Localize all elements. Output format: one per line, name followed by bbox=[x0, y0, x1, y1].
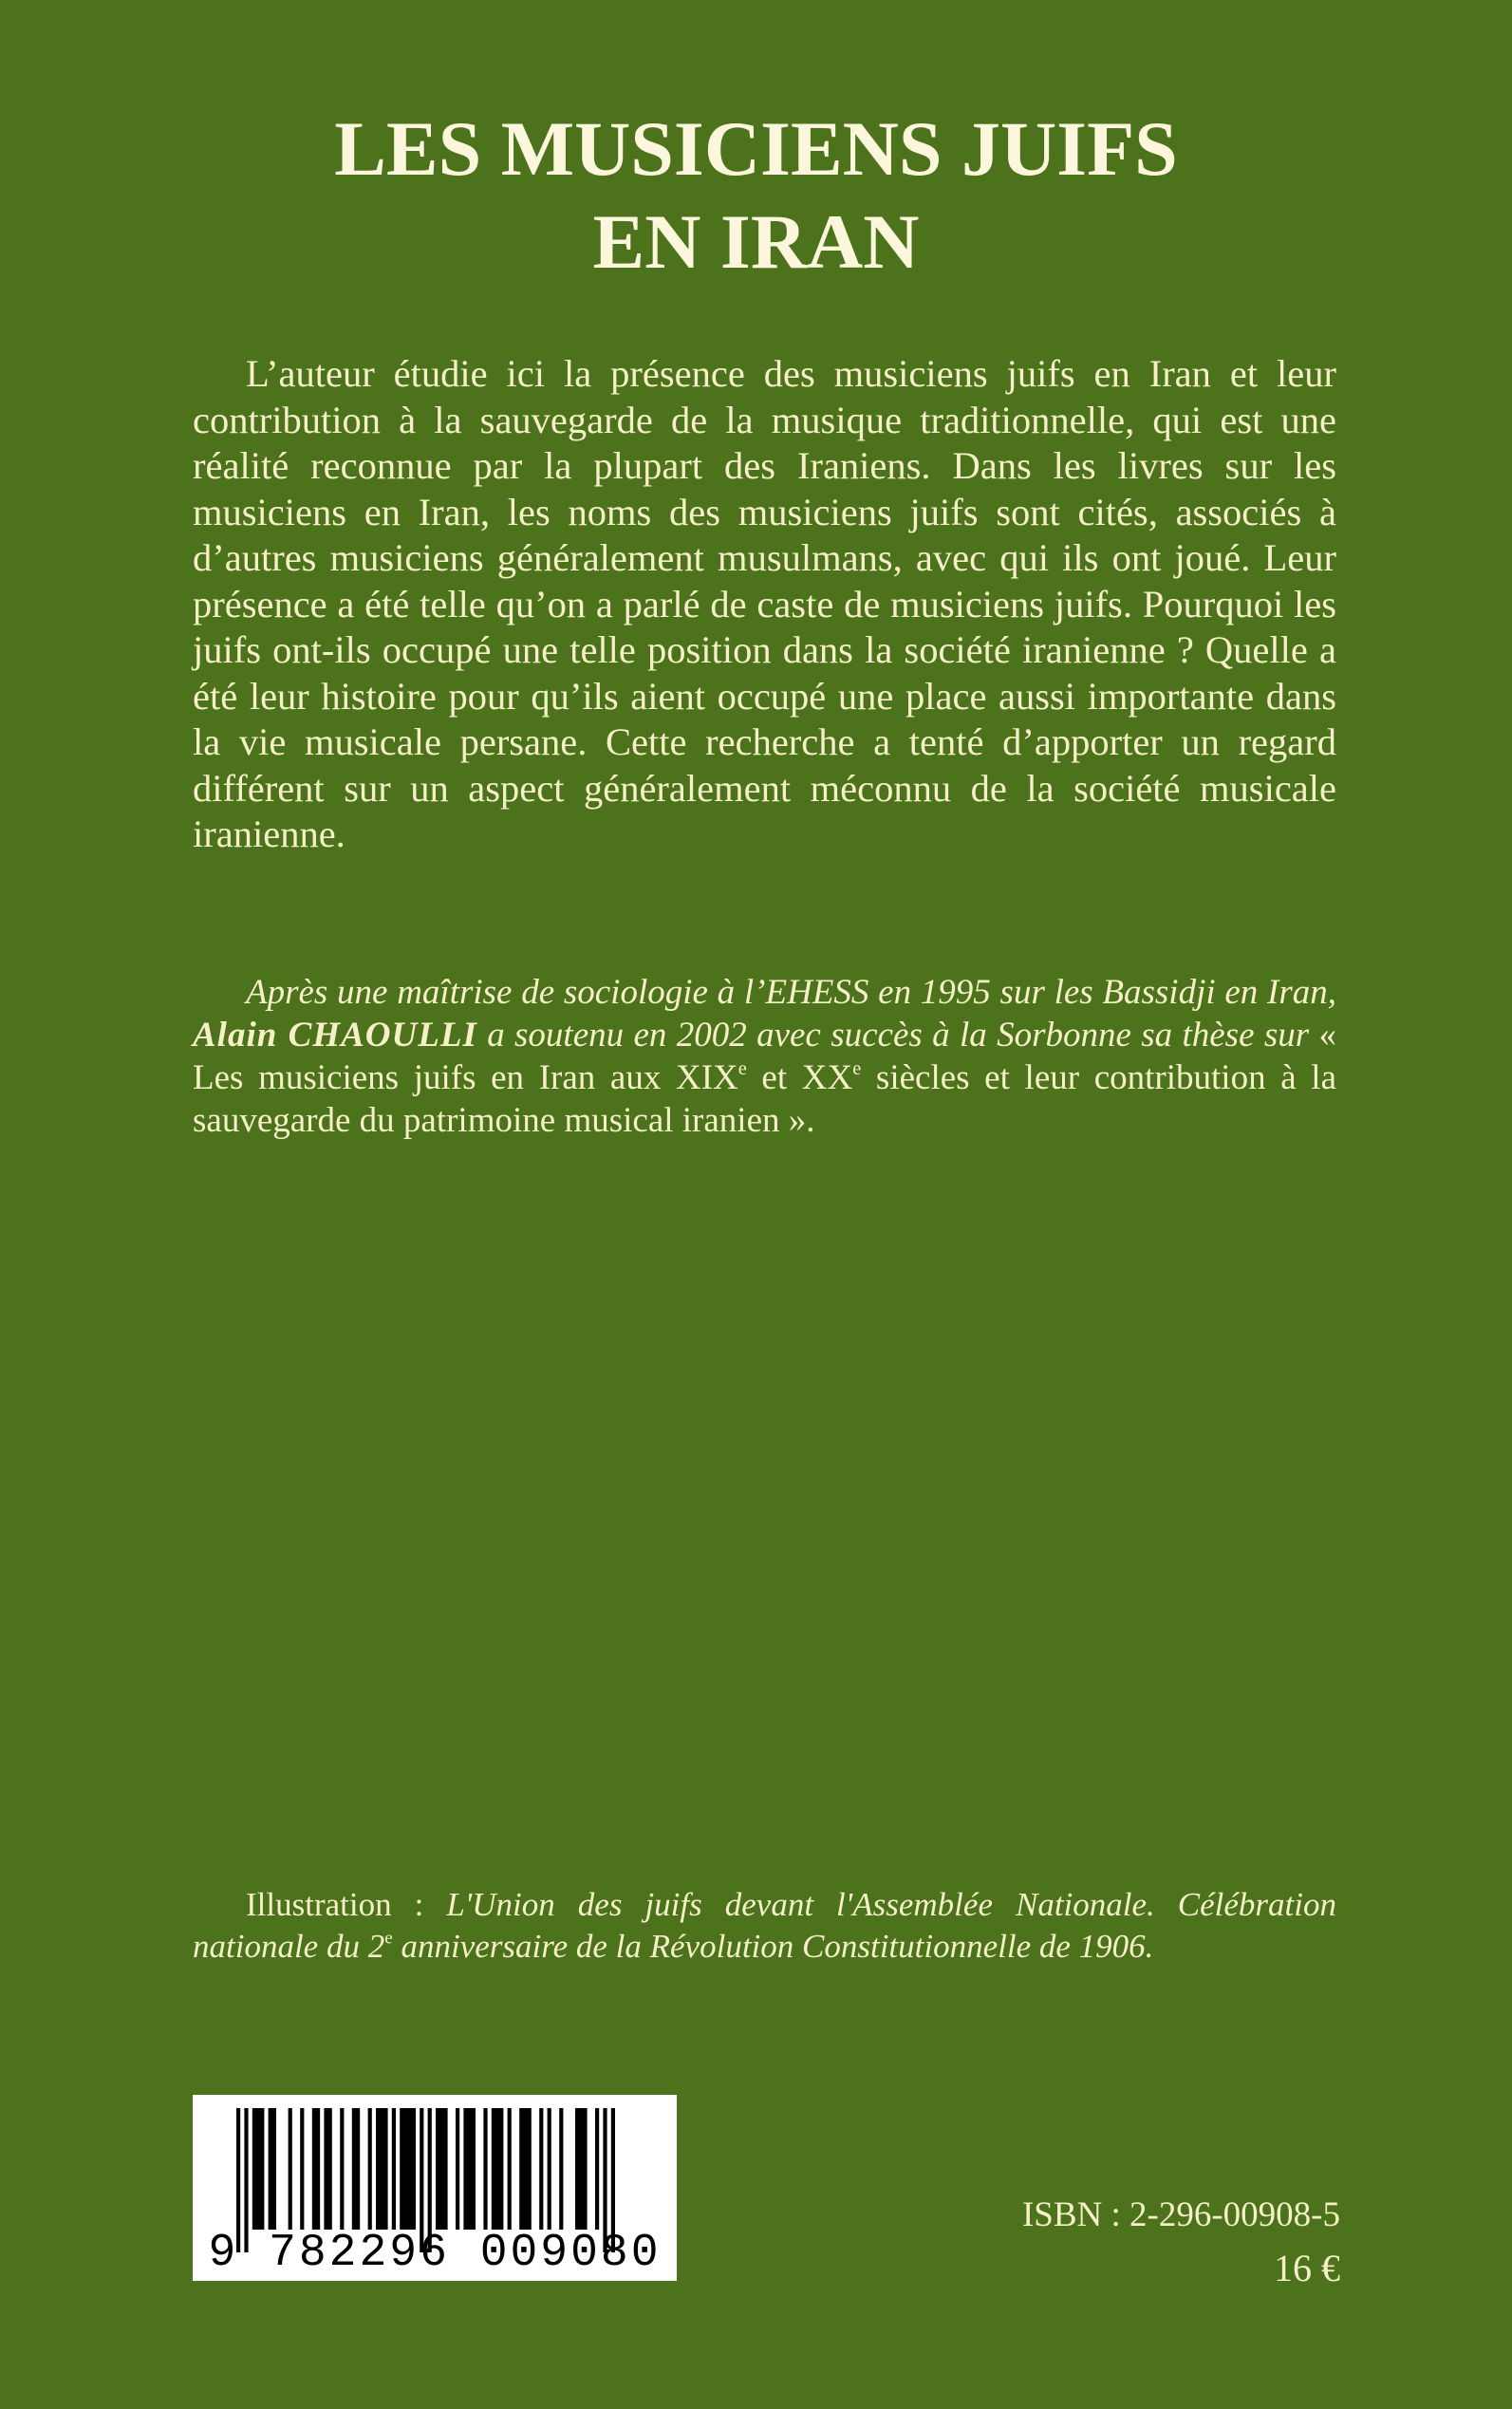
illustration-caption-end: anniversaire de la Révolution Constitutionnelle de 1906. bbox=[392, 1928, 1154, 1965]
thesis-title-mid: et XX bbox=[746, 1058, 853, 1097]
barcode-bar bbox=[400, 2108, 416, 2230]
barcode-bar bbox=[463, 2108, 476, 2230]
book-title-line-1: LES MUSICIENS JUIFS bbox=[334, 105, 1178, 192]
barcode-bar bbox=[300, 2108, 304, 2230]
barcode-bar bbox=[456, 2108, 459, 2230]
barcode-digits: 9 782296 009080 bbox=[208, 2228, 662, 2279]
author-bio bbox=[193, 971, 1336, 1142]
barcode-bar bbox=[289, 2108, 292, 2230]
isbn: ISBN : 2-296-00908-5 bbox=[1021, 2195, 1340, 2234]
barcode-bar bbox=[492, 2108, 504, 2230]
barcode-bar bbox=[340, 2108, 344, 2230]
price: 16 € bbox=[1274, 2247, 1340, 2289]
barcode-bar bbox=[575, 2108, 588, 2230]
barcode-bar bbox=[376, 2108, 388, 2230]
barcode-bar bbox=[368, 2108, 372, 2230]
barcode-bar bbox=[392, 2108, 396, 2230]
barcode-bar bbox=[595, 2108, 599, 2230]
illustration-label: Illustration : bbox=[246, 1886, 447, 1923]
author-bio-thesis: a soutenu en 2002 avec succès à la Sorbonne sa thèse sur bbox=[476, 1016, 1310, 1055]
book-blurb: L’auteur étudie ici la présence des musiciens juifs en Iran et leur contribution à la sauvegarde de la musique traditionnelle, qui est une réalité reconnue par la plupart des Iraniens. Dans les livres sur les musiciens en Iran, les noms des musiciens juifs sont cités, associés à d’autres musiciens généralement musulmans, avec qui ils ont joué. Leur présence a été telle qu’on a parlé de caste de musiciens juifs. Pourquoi les juifs ont-ils occupé une telle position dans la société iranienne ? Quelle a été leur histoire pour qu’ils aient occupé une place aussi importante dans la vie musicale persane. Cette recherche a tenté d’apporter un regard différent sur un aspect généralement méconnu de la société musicale iranienne. bbox=[193, 352, 1336, 855]
barcode bbox=[193, 2095, 677, 2281]
barcode-bar bbox=[548, 2108, 551, 2230]
superscript-e-2: e bbox=[852, 1057, 862, 1079]
barcode-bar bbox=[508, 2108, 512, 2230]
illustration-credit bbox=[193, 1884, 1336, 1968]
author-name: Alain CHAOULLI bbox=[193, 1016, 477, 1055]
barcode-bar bbox=[252, 2108, 265, 2230]
barcode-bar bbox=[539, 2108, 543, 2230]
barcode-bar bbox=[436, 2108, 448, 2230]
barcode-bar bbox=[483, 2108, 487, 2230]
illustration-caption-start: L'Union des juifs devant l'Assemblée Nationale. Célébration nationale du 2 bbox=[193, 1886, 1336, 1965]
thesis-title-start: « Les musiciens juifs en Iran aux XIX bbox=[193, 1016, 1336, 1097]
barcode-bar bbox=[269, 2108, 276, 2230]
thesis-title-end: siècles et leur contribution à la sauvegarde du patrimoine musical iranien ». bbox=[193, 1058, 1336, 1140]
barcode-bar bbox=[312, 2108, 320, 2230]
barcode-bar bbox=[559, 2108, 563, 2230]
superscript-e-3: e bbox=[384, 1928, 393, 1949]
superscript-e-1: e bbox=[737, 1057, 747, 1079]
book-title-line-2: EN IRAN bbox=[592, 198, 920, 285]
barcode-bar bbox=[519, 2108, 532, 2230]
barcode-bar bbox=[324, 2108, 331, 2230]
author-bio-intro: Après une maîtrise de sociologie à l’EHESS en 1995 sur les Bassidji en Iran, bbox=[246, 973, 1336, 1012]
book-title bbox=[0, 103, 1512, 289]
barcode-bar bbox=[352, 2108, 360, 2230]
